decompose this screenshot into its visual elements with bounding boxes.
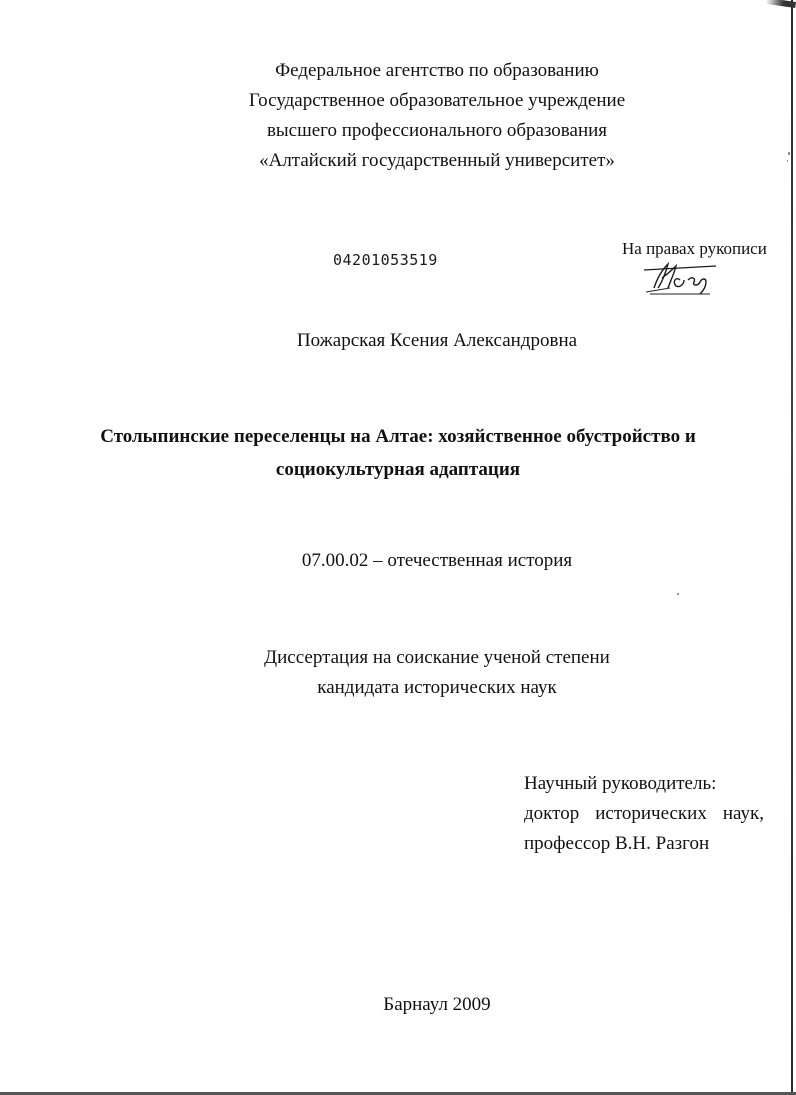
city-year-line: Барнаул 2009 bbox=[383, 994, 491, 1015]
dissertation-title bbox=[0, 420, 796, 486]
scientific-advisor bbox=[524, 769, 764, 859]
rights-note: На правах рукописи bbox=[622, 239, 767, 258]
title-line-1: Столыпинские переселенцы на Алтае: хозяйственное обустройство и bbox=[100, 426, 696, 447]
title-line-2: социокультурная адаптация bbox=[275, 459, 521, 480]
advisor-degree-word-3: наук, bbox=[722, 803, 764, 824]
author bbox=[0, 326, 796, 356]
author-name: Пожарская Ксения Александровна bbox=[296, 330, 578, 351]
education-level-line: высшего профессионального образования bbox=[266, 120, 608, 141]
advisor-name: профессор В.Н. Разгон bbox=[524, 833, 710, 854]
city-year bbox=[0, 990, 796, 1020]
degree-statement bbox=[0, 643, 796, 703]
scan-speck bbox=[788, 152, 790, 155]
signature-icon bbox=[640, 258, 720, 298]
advisor-degree-word-2: исторических bbox=[595, 803, 707, 824]
scan-speck bbox=[787, 160, 788, 162]
scan-edge-top bbox=[765, 0, 796, 8]
specialty bbox=[0, 546, 796, 576]
university-name-line: «Алтайский государственный университет» bbox=[259, 150, 615, 171]
scan-speck bbox=[677, 593, 679, 595]
degree-line-1: Диссертация на соискание ученой степени bbox=[264, 647, 610, 668]
ministry-line: Федеральное агентство по образованию bbox=[275, 60, 599, 81]
archive-code: 04201053519 bbox=[333, 251, 438, 269]
degree-line-2: кандидата исторических наук bbox=[317, 677, 557, 698]
advisor-heading: Научный руководитель: bbox=[524, 773, 717, 794]
advisor-degree-word-1: доктор bbox=[524, 803, 580, 824]
advisor-degree bbox=[524, 799, 764, 829]
institution-type-line: Государственное образовательное учреждение bbox=[248, 90, 626, 111]
institution-header bbox=[0, 56, 796, 176]
specialty-code: 07.00.02 – отечественная история bbox=[301, 550, 573, 571]
